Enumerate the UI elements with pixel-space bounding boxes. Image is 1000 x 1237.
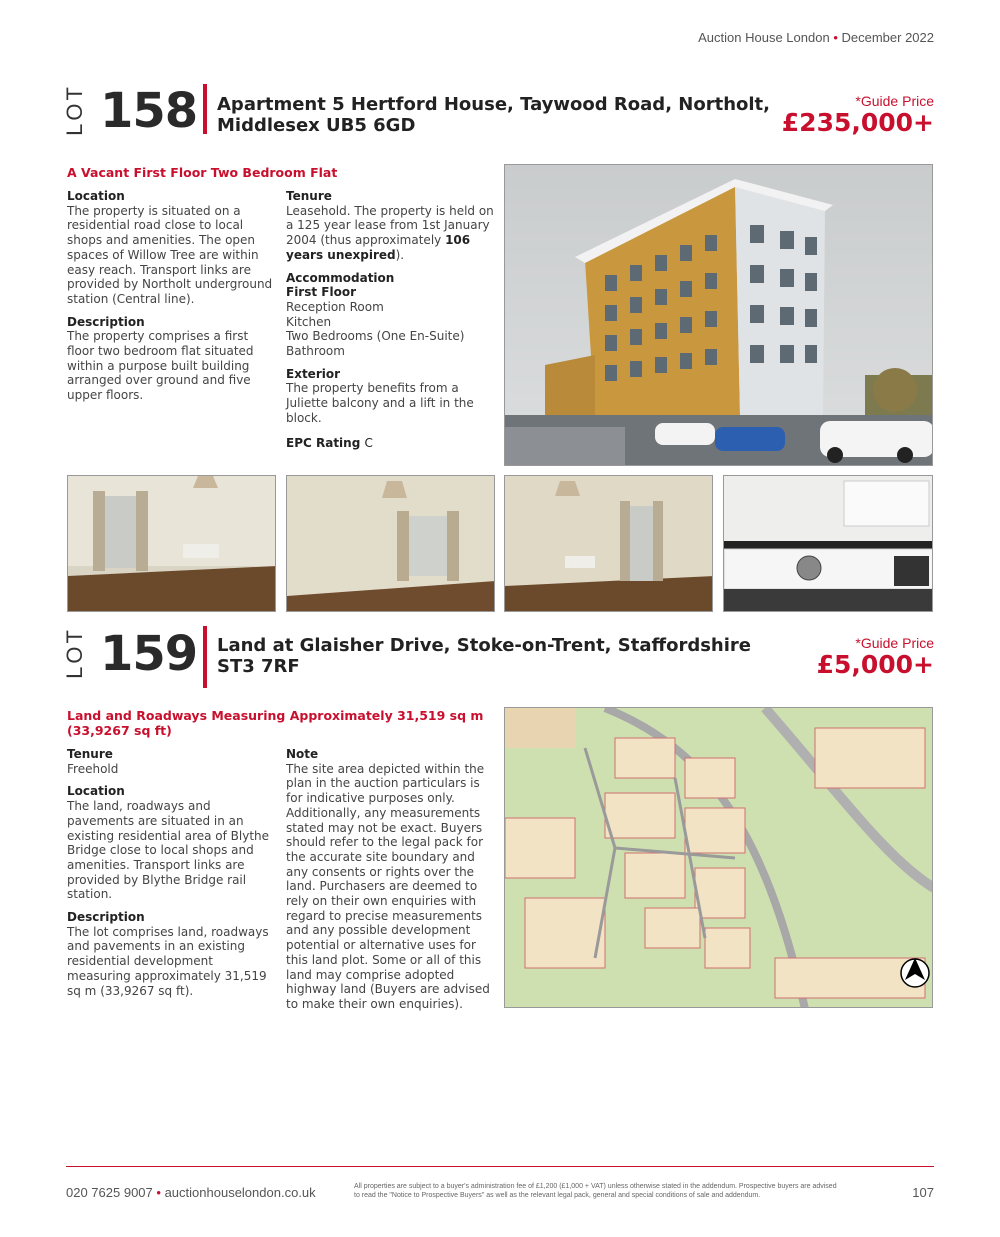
epc-label: EPC Rating [286,435,361,450]
interior-photo-kitchen-image [724,476,933,612]
lot-number: 159 [100,626,198,682]
building-photo-image [505,165,933,466]
footer-contact [66,1185,316,1200]
interior-photo-living-image [68,476,276,612]
lot-number: 158 [100,83,198,139]
lot-subtitle: A Vacant First Floor Two Bedroom Flat [67,165,338,180]
publisher-name: Auction House London [698,30,830,45]
guide-price-label: *Guide Price [855,635,934,651]
tenure-text: Leasehold. The property is held on a 125 year lease from 1st January 2004 (thus approximately 106 years unexpired). [286,203,494,262]
lot-label: LOT [62,627,87,679]
lot-details-right [286,189,498,450]
publication-date: December 2022 [841,30,934,45]
footer-divider [66,1166,934,1167]
footer-phone: 020 7625 9007 [66,1185,153,1200]
location-heading: Location [67,784,125,799]
accommodation-heading: Accommodation [286,270,395,285]
interior-photo-room [504,475,713,612]
tenure-text: Freehold [67,761,119,776]
location-heading: Location [67,189,125,203]
site-map-image [505,708,933,1008]
lot-title-line2: ST3 7RF [217,656,300,677]
page-number: 107 [912,1185,934,1200]
description-text: The property comprises a first floor two bedroom flat situated within a purpose built building arranged over ground and five upper floors. [67,329,254,403]
exterior-text: The property benefits from a Juliette balcony and a lift in the block. [286,381,474,425]
interior-photo-room-image [505,476,713,612]
lot-divider [203,84,207,134]
description-heading: Description [67,910,145,925]
exterior-heading: Exterior [286,366,341,381]
guide-price: £235,000+ [781,108,934,137]
footer-website-link[interactable]: auctionhouselondon.co.uk [164,1185,316,1200]
lot-subtitle-line1: Land and Roadways Measuring Approximately 31,519 sq m [67,708,484,723]
interior-photo-kitchen [723,475,933,612]
lot-details-right [286,747,498,1012]
location-text: The property is situated on a residential road close to local shops and amenities. The open spaces of Willow Tree are within easy reach. Transport links are provided by Northolt underground station (Central line). [67,203,273,306]
building-photo [504,164,933,466]
note-text: The site area depicted within the plan in the auction particulars is for indicative purposes only. Additionally, any measurements stated may not be exact. Buyers should refer to the legal pack for the accurate site boundary and any consents or rights over the land. Purchasers are deemed to rely on their own enquiries with regard to precise measurements and any possible development potential or alternative uses for this land plot. Some or all of this land may comprise adopted highway land (Buyers are advised to make their own enquiries). [286,761,490,1011]
tenure-unexpired: 106 years unexpired [286,233,471,262]
tenure-heading: Tenure [67,747,113,761]
accommodation-item: Two Bedrooms (One En-Suite) [286,329,465,344]
lot-title-line1: Apartment 5 Hertford House, Taywood Road, Northolt, [217,94,770,115]
lot-details-left [67,747,279,998]
lot-details-left [67,189,279,403]
description-text: The lot comprises land, roadways and pavements in an existing residential development measuring approximately 31,519 sq m (33,9267 sq ft). [67,924,269,998]
lot-subtitle [67,708,487,738]
lot-title [217,94,777,136]
lot-title-line1: Land at Glaisher Drive, Stoke-on-Trent, Staffordshire [217,635,751,656]
lot-title-line2: Middlesex UB5 6GD [217,115,416,136]
location-text: The land, roadways and pavements are situated in an existing residential area of Blythe Bridge close to local shops and amenities. Transport links are provided by Blythe Bridge rail station. [67,799,270,902]
page-header [698,30,934,45]
tenure-heading: Tenure [286,189,332,203]
lot-divider [203,626,207,688]
accommodation-item: Reception Room [286,299,384,314]
site-map [504,707,933,1008]
guide-price-label: *Guide Price [855,93,934,109]
accommodation-item: Kitchen [286,314,332,329]
guide-price: £5,000+ [816,650,934,679]
footer-separator: • [156,1185,161,1200]
lot-label: LOT [62,84,87,136]
description-heading: Description [67,314,145,329]
accommodation-floor: First Floor [286,285,357,300]
interior-photo-living [67,475,276,612]
note-heading: Note [286,747,319,761]
interior-photo-bedroom-image [287,476,495,612]
epc-value: C [364,435,373,450]
lot-title [217,635,777,677]
interior-photo-bedroom [286,475,495,612]
accommodation-item: Bathroom [286,344,345,359]
footer-disclaimer: All properties are subject to a buyer's administration fee of £1,200 (£1,000 + VAT) unless otherwise stated in the addendum. Prospective buyers are advised to read the "Notice to Prospective Buyers" as well as the relevant legal pack, general and special conditions of sale and addendum. [354,1183,837,1199]
epc-rating [286,436,498,451]
lot-subtitle-line2: (33,9267 sq ft) [67,723,172,738]
header-separator: • [833,30,838,45]
